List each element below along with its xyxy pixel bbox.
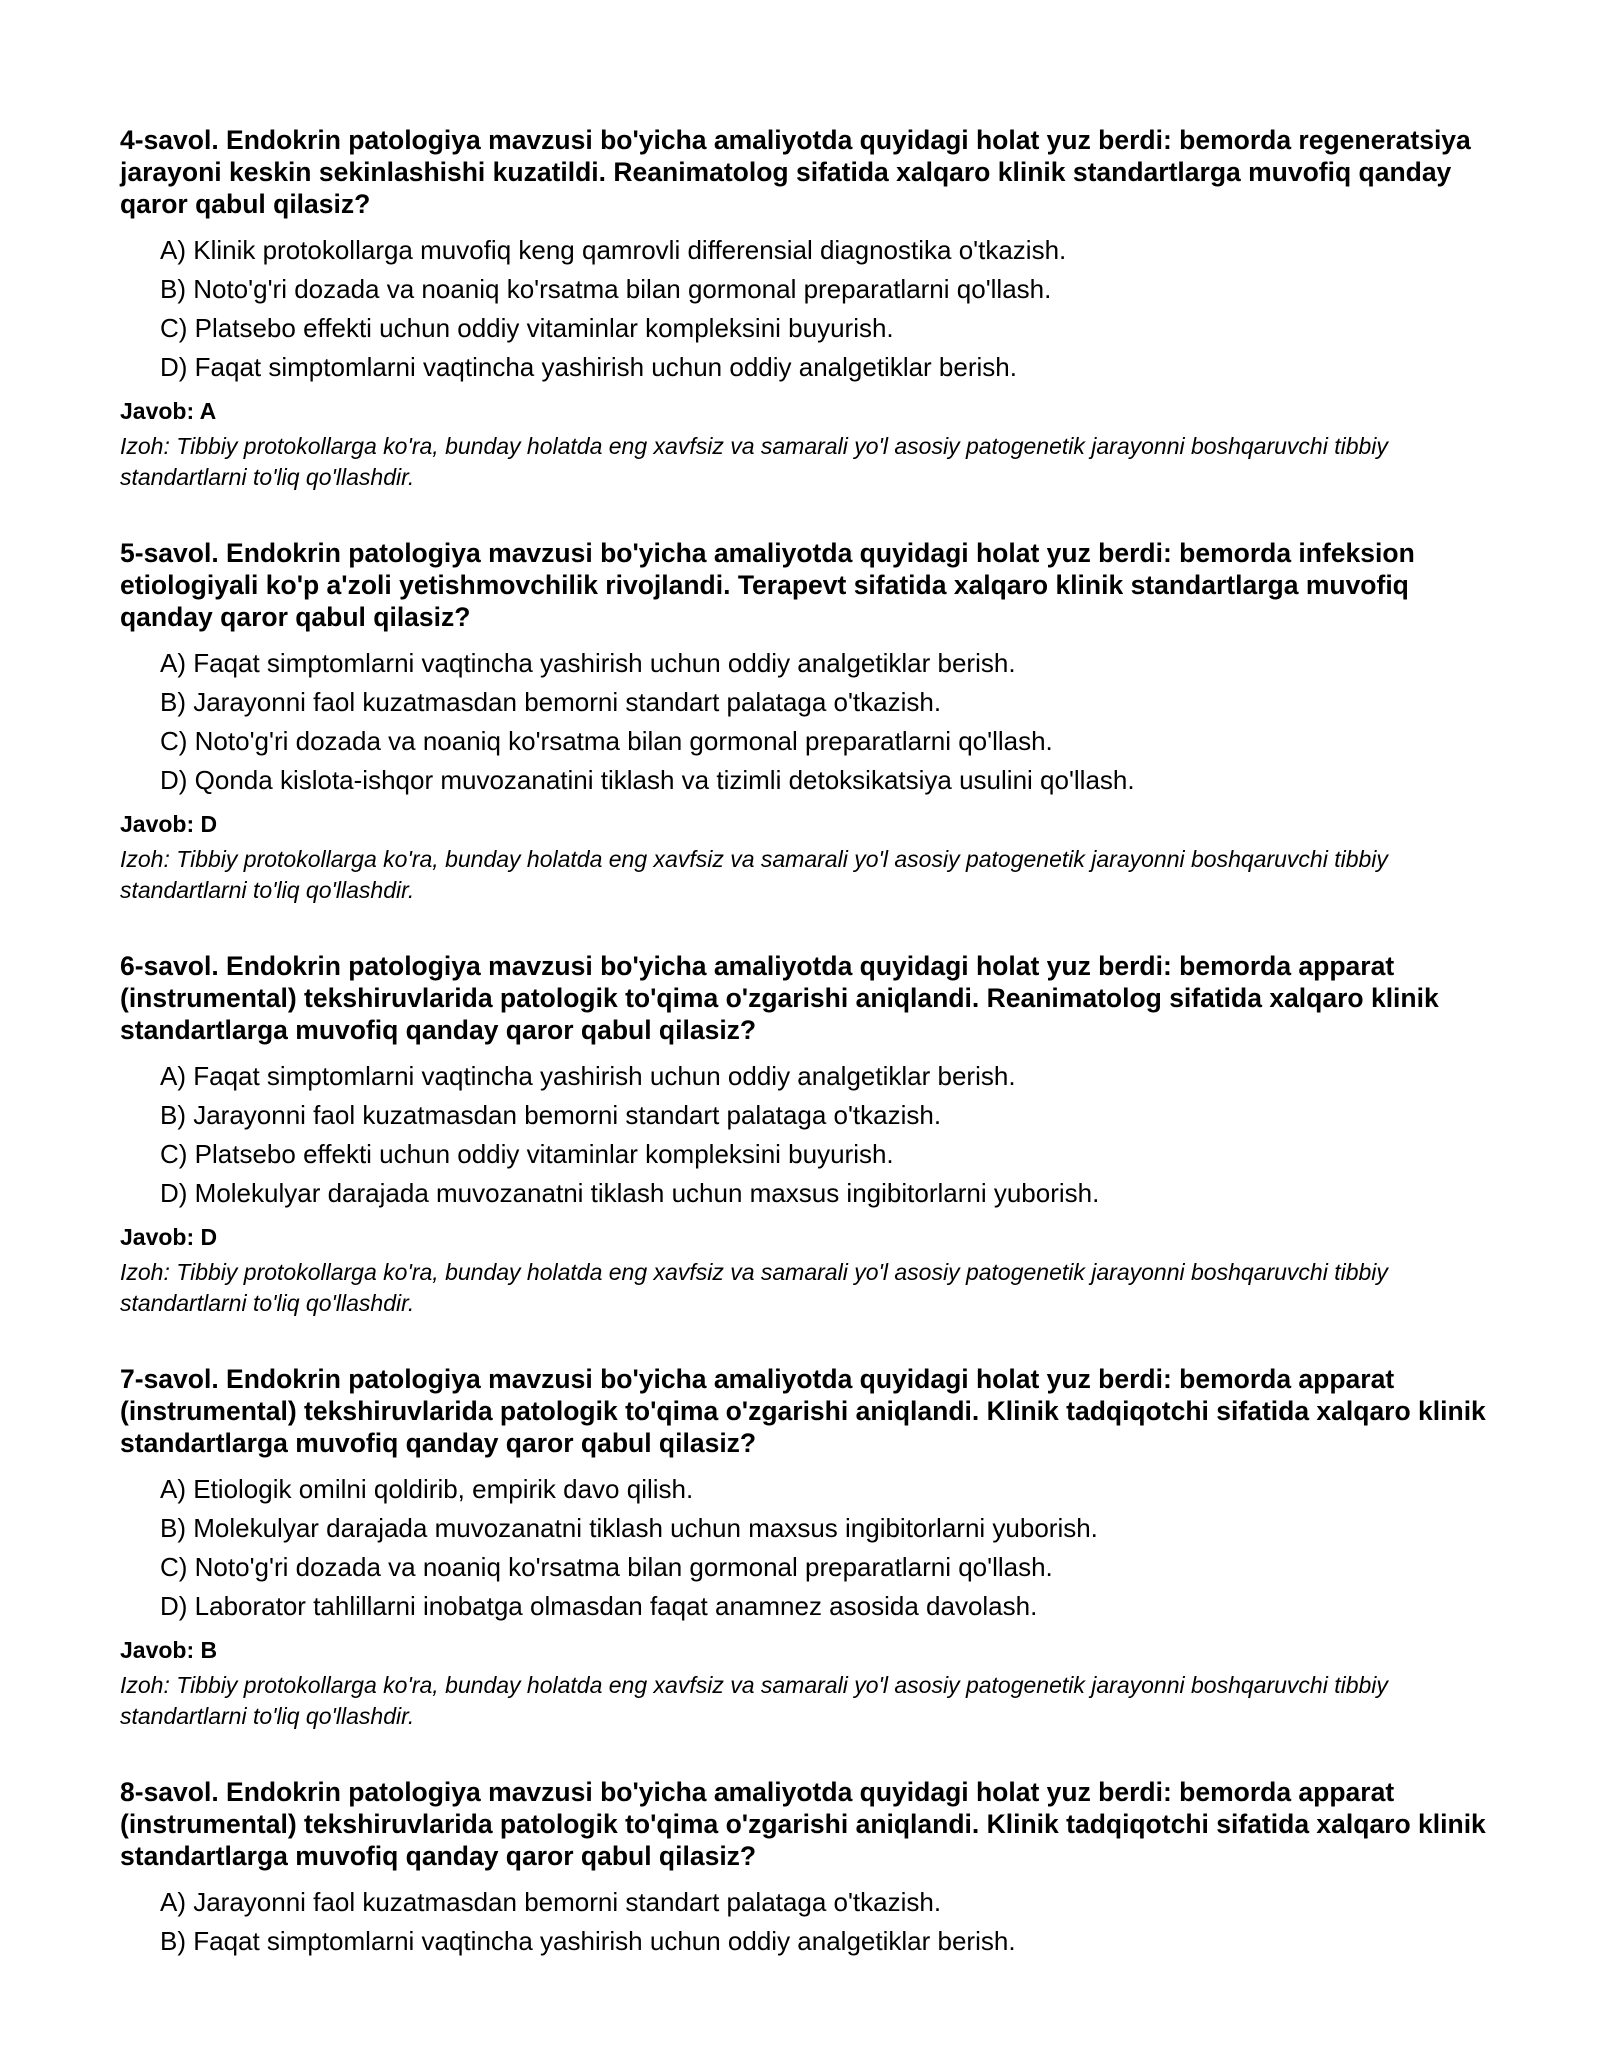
question-block bbox=[120, 537, 1490, 906]
question-text: 5-savol. Endokrin patologiya mavzusi bo'yicha amaliyotda quyidagi holat yuz berdi: bemorda infeksion etiologiyali ko'p a'zoli yetishmovchilik rivojlandi. Terapevt sifatida xalqaro klinik standartlarga muvofiq qanday qaror qabul qilasiz? bbox=[120, 538, 1415, 632]
spacer bbox=[120, 1319, 1490, 1363]
question-text: 7-savol. Endokrin patologiya mavzusi bo'yicha amaliyotda quyidagi holat yuz berdi: bemorda apparat (instrumental) tekshiruvlarida patologik to'qima o'zgarishi aniqlandi. Klinik tadqiqotchi sifatida xalqaro klinik standartlarga muvofiq qanday qaror qabul qilasiz? bbox=[120, 1364, 1486, 1458]
question-text: 4-savol. Endokrin patologiya mavzusi bo'yicha amaliyotda quyidagi holat yuz berdi: bemorda regeneratsiya jarayoni keskin sekinlashishi kuzatildi. Reanimatolog sifatida xalqaro klinik standartlarga muvofiq qanday qaror qabul qilasiz? bbox=[120, 125, 1471, 219]
options-list bbox=[120, 1470, 1490, 1626]
options-list bbox=[120, 644, 1490, 800]
question-block bbox=[120, 1363, 1490, 1732]
options-list bbox=[120, 1057, 1490, 1213]
question-block bbox=[120, 950, 1490, 1319]
option-c: C) Noto'g'ri dozada va noaniq ko'rsatma bilan gormonal preparatlarni qo'llash. bbox=[160, 726, 1053, 756]
question-text: 8-savol. Endokrin patologiya mavzusi bo'yicha amaliyotda quyidagi holat yuz berdi: bemorda apparat (instrumental) tekshiruvlarida patologik to'qima o'zgarishi aniqlandi. Klinik tadqiqotchi sifatida xalqaro klinik standartlarga muvofiq qanday qaror qabul qilasiz? bbox=[120, 1777, 1486, 1871]
explanation-text: Izoh: Tibbiy protokollarga ko'ra, bunday holatda eng xavfsiz va samarali yo'l asosiy patogenetik jarayonni boshqaruvchi tibbiy standartlarni to'liq qo'llashdir. bbox=[120, 1259, 1388, 1316]
question-block bbox=[120, 1776, 1490, 1961]
option-c: C) Noto'g'ri dozada va noaniq ko'rsatma bilan gormonal preparatlarni qo'llash. bbox=[160, 1552, 1053, 1582]
options-list bbox=[120, 1883, 1490, 1961]
spacer bbox=[120, 906, 1490, 950]
option-b: B) Jarayonni faol kuzatmasdan bemorni standart palataga o'tkazish. bbox=[160, 687, 942, 717]
answer-text: Javob: D bbox=[120, 1224, 218, 1250]
option-b: B) Jarayonni faol kuzatmasdan bemorni standart palataga o'tkazish. bbox=[160, 1100, 942, 1130]
question-text: 6-savol. Endokrin patologiya mavzusi bo'yicha amaliyotda quyidagi holat yuz berdi: bemorda apparat (instrumental) tekshiruvlarida patologik to'qima o'zgarishi aniqlandi. Reanimatolog sifatida xalqaro klinik standartlarga muvofiq qanday qaror qabul qilasiz? bbox=[120, 951, 1439, 1045]
question-block bbox=[120, 124, 1490, 493]
option-a: A) Faqat simptomlarni vaqtincha yashirish uchun oddiy analgetiklar berish. bbox=[160, 648, 1016, 678]
option-d: D) Molekulyar darajada muvozanatni tiklash uchun maxsus ingibitorlarni yuborish. bbox=[160, 1178, 1100, 1208]
option-a: A) Klinik protokollarga muvofiq keng qamrovli differensial diagnostika o'tkazish. bbox=[160, 235, 1067, 265]
option-a: A) Etiologik omilni qoldirib, empirik davo qilish. bbox=[160, 1474, 694, 1504]
answer-text: Javob: B bbox=[120, 1637, 218, 1663]
option-d: D) Laborator tahlillarni inobatga olmasdan faqat anamnez asosida davolash. bbox=[160, 1591, 1038, 1621]
explanation-text: Izoh: Tibbiy protokollarga ko'ra, bunday holatda eng xavfsiz va samarali yo'l asosiy patogenetik jarayonni boshqaruvchi tibbiy standartlarni to'liq qo'llashdir. bbox=[120, 433, 1388, 490]
option-c: C) Platsebo effekti uchun oddiy vitaminlar kompleksini buyurish. bbox=[160, 313, 894, 343]
option-a: A) Faqat simptomlarni vaqtincha yashirish uchun oddiy analgetiklar berish. bbox=[160, 1061, 1016, 1091]
option-b: B) Faqat simptomlarni vaqtincha yashirish uchun oddiy analgetiklar berish. bbox=[160, 1926, 1016, 1956]
answer-text: Javob: A bbox=[120, 398, 217, 424]
answer-text: Javob: D bbox=[120, 811, 218, 837]
document-page bbox=[120, 124, 1490, 1961]
spacer bbox=[120, 1732, 1490, 1776]
option-b: B) Noto'g'ri dozada va noaniq ko'rsatma bilan gormonal preparatlarni qo'llash. bbox=[160, 274, 1052, 304]
option-d: D) Faqat simptomlarni vaqtincha yashirish uchun oddiy analgetiklar berish. bbox=[160, 352, 1017, 382]
options-list bbox=[120, 231, 1490, 387]
explanation-text: Izoh: Tibbiy protokollarga ko'ra, bunday holatda eng xavfsiz va samarali yo'l asosiy patogenetik jarayonni boshqaruvchi tibbiy standartlarni to'liq qo'llashdir. bbox=[120, 846, 1388, 903]
option-b: B) Molekulyar darajada muvozanatni tiklash uchun maxsus ingibitorlarni yuborish. bbox=[160, 1513, 1098, 1543]
option-d: D) Qonda kislota-ishqor muvozanatini tiklash va tizimli detoksikatsiya usulini qo'llash. bbox=[160, 765, 1135, 795]
spacer bbox=[120, 493, 1490, 537]
option-a: A) Jarayonni faol kuzatmasdan bemorni standart palataga o'tkazish. bbox=[160, 1887, 942, 1917]
explanation-text: Izoh: Tibbiy protokollarga ko'ra, bunday holatda eng xavfsiz va samarali yo'l asosiy patogenetik jarayonni boshqaruvchi tibbiy standartlarni to'liq qo'llashdir. bbox=[120, 1672, 1388, 1729]
option-c: C) Platsebo effekti uchun oddiy vitaminlar kompleksini buyurish. bbox=[160, 1139, 894, 1169]
